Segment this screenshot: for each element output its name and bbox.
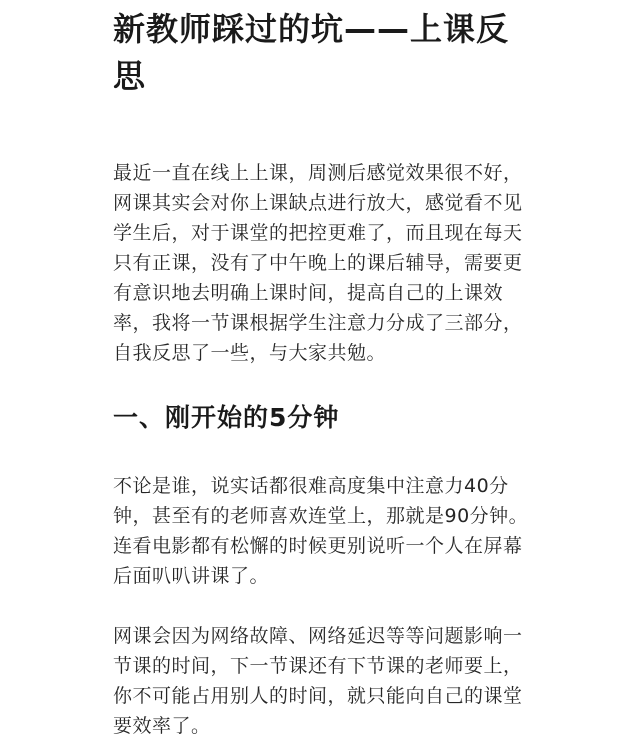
network-paragraph: 网课会因为网络故障、网络延迟等等问题影响一节课的时间，下一节课还有下节课的老师要上，你不可能占用别人的时间，就只能向自己的课堂要效率了。	[113, 625, 523, 737]
article-title: 新教师踩过的坑——上课反思	[113, 10, 510, 95]
attention-paragraph: 不论是谁，说实话都很难高度集中注意力40分钟，甚至有的老师喜欢连堂上，那就是90分钟。连看电影都有松懈的时候更别说听一个人在屏幕后面叭叭讲课了。	[113, 475, 529, 587]
article	[113, 0, 533, 741]
section-heading: 一、刚开始的5分钟	[113, 403, 340, 432]
intro-paragraph: 最近一直在线上上课，周测后感觉效果很不好，网课其实会对你上课缺点进行放大，感觉看不见学生后，对于课堂的把控更难了，而且现在每天只有正课，没有了中午晚上的课后辅导，需要更有意识地去明确上课时间，提高自己的上课效率，我将一节课根据学生注意力分成了三部分，自我反思了一些，与大家共勉。	[113, 162, 523, 364]
